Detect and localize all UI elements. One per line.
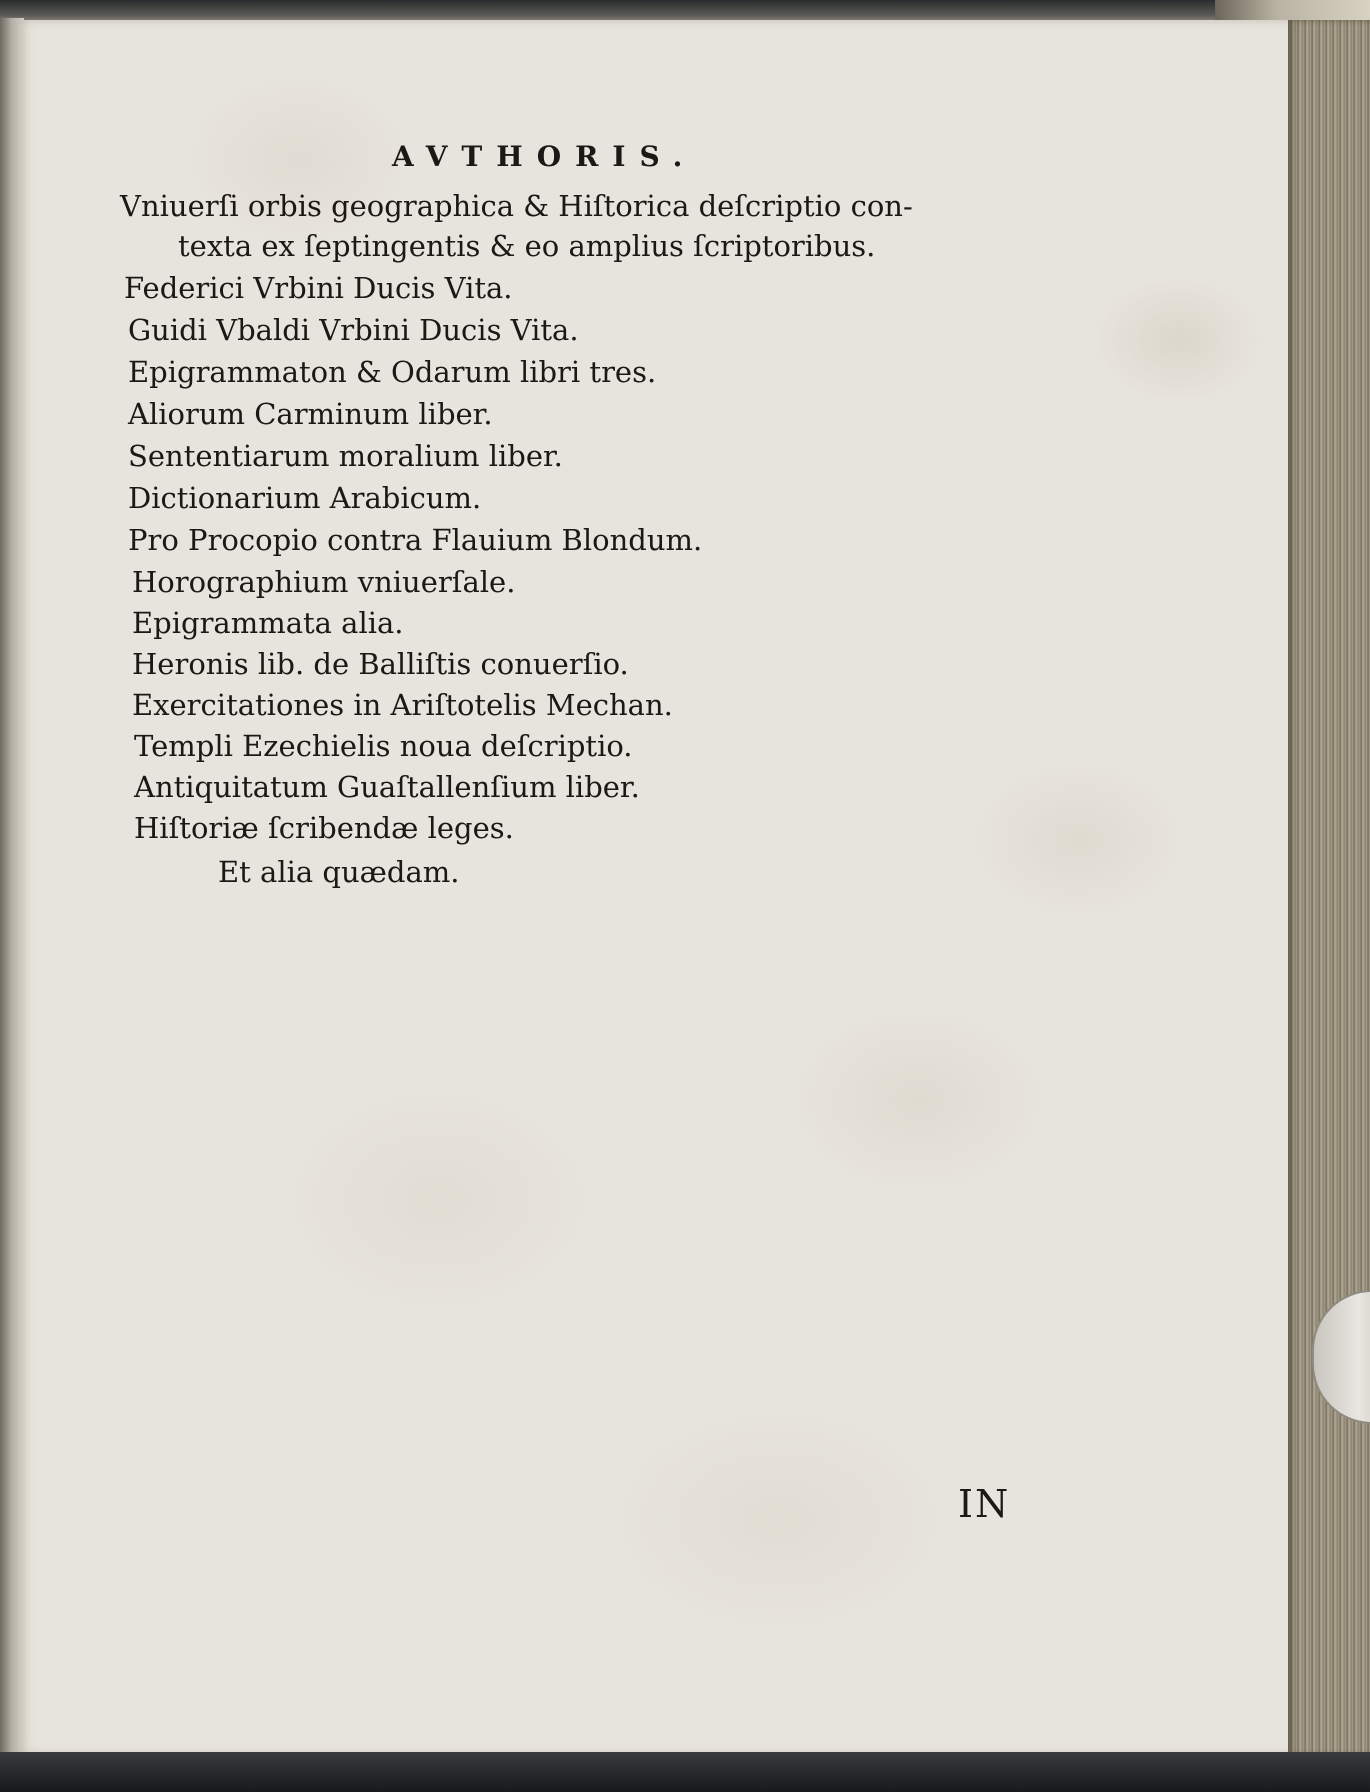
list-item: Templi Ezechielis noua deſcriptio.	[134, 729, 633, 763]
list-item: Hiſtoriæ ſcribendæ leges.	[134, 811, 514, 845]
list-item: Heronis lib. de Balliſtis conuerſio.	[132, 647, 629, 681]
catchword: IN	[958, 1482, 1011, 1526]
top-cover-edge	[0, 0, 1370, 22]
list-item: Aliorum Carminum liber.	[128, 397, 493, 431]
page-fore-edge	[1288, 20, 1370, 1755]
list-item: Federici Vrbini Ducis Vita.	[124, 271, 513, 305]
list-item: Sententiarum moralium liber.	[128, 439, 563, 473]
list-item: Exercitationes in Ariſtotelis Mechan.	[132, 688, 673, 722]
list-item: Epigrammaton & Odarum libri tres.	[128, 355, 657, 389]
list-item: Antiquitatum Guaſtallenſium liber.	[134, 770, 640, 804]
list-item: Guidi Vbaldi Vrbini Ducis Vita.	[128, 313, 579, 347]
bottom-cover-edge	[0, 1752, 1370, 1792]
list-item: Vniuerſi orbis geographica & Hiſtorica deſcriptio con-	[120, 189, 913, 223]
list-item: Et alia quædam.	[218, 855, 460, 889]
list-item: Dictionarium Arabicum.	[128, 481, 482, 515]
list-item: Horographium vniuerſale.	[132, 565, 516, 599]
list-item: Epigrammata alia.	[132, 606, 404, 640]
page-heading: AVTHORIS.	[392, 140, 697, 173]
list-item: Pro Procopio contra Flauium Blondum.	[128, 523, 703, 557]
list-item: texta ex ſeptingentis & eo amplius ſcriptoribus.	[178, 229, 876, 263]
